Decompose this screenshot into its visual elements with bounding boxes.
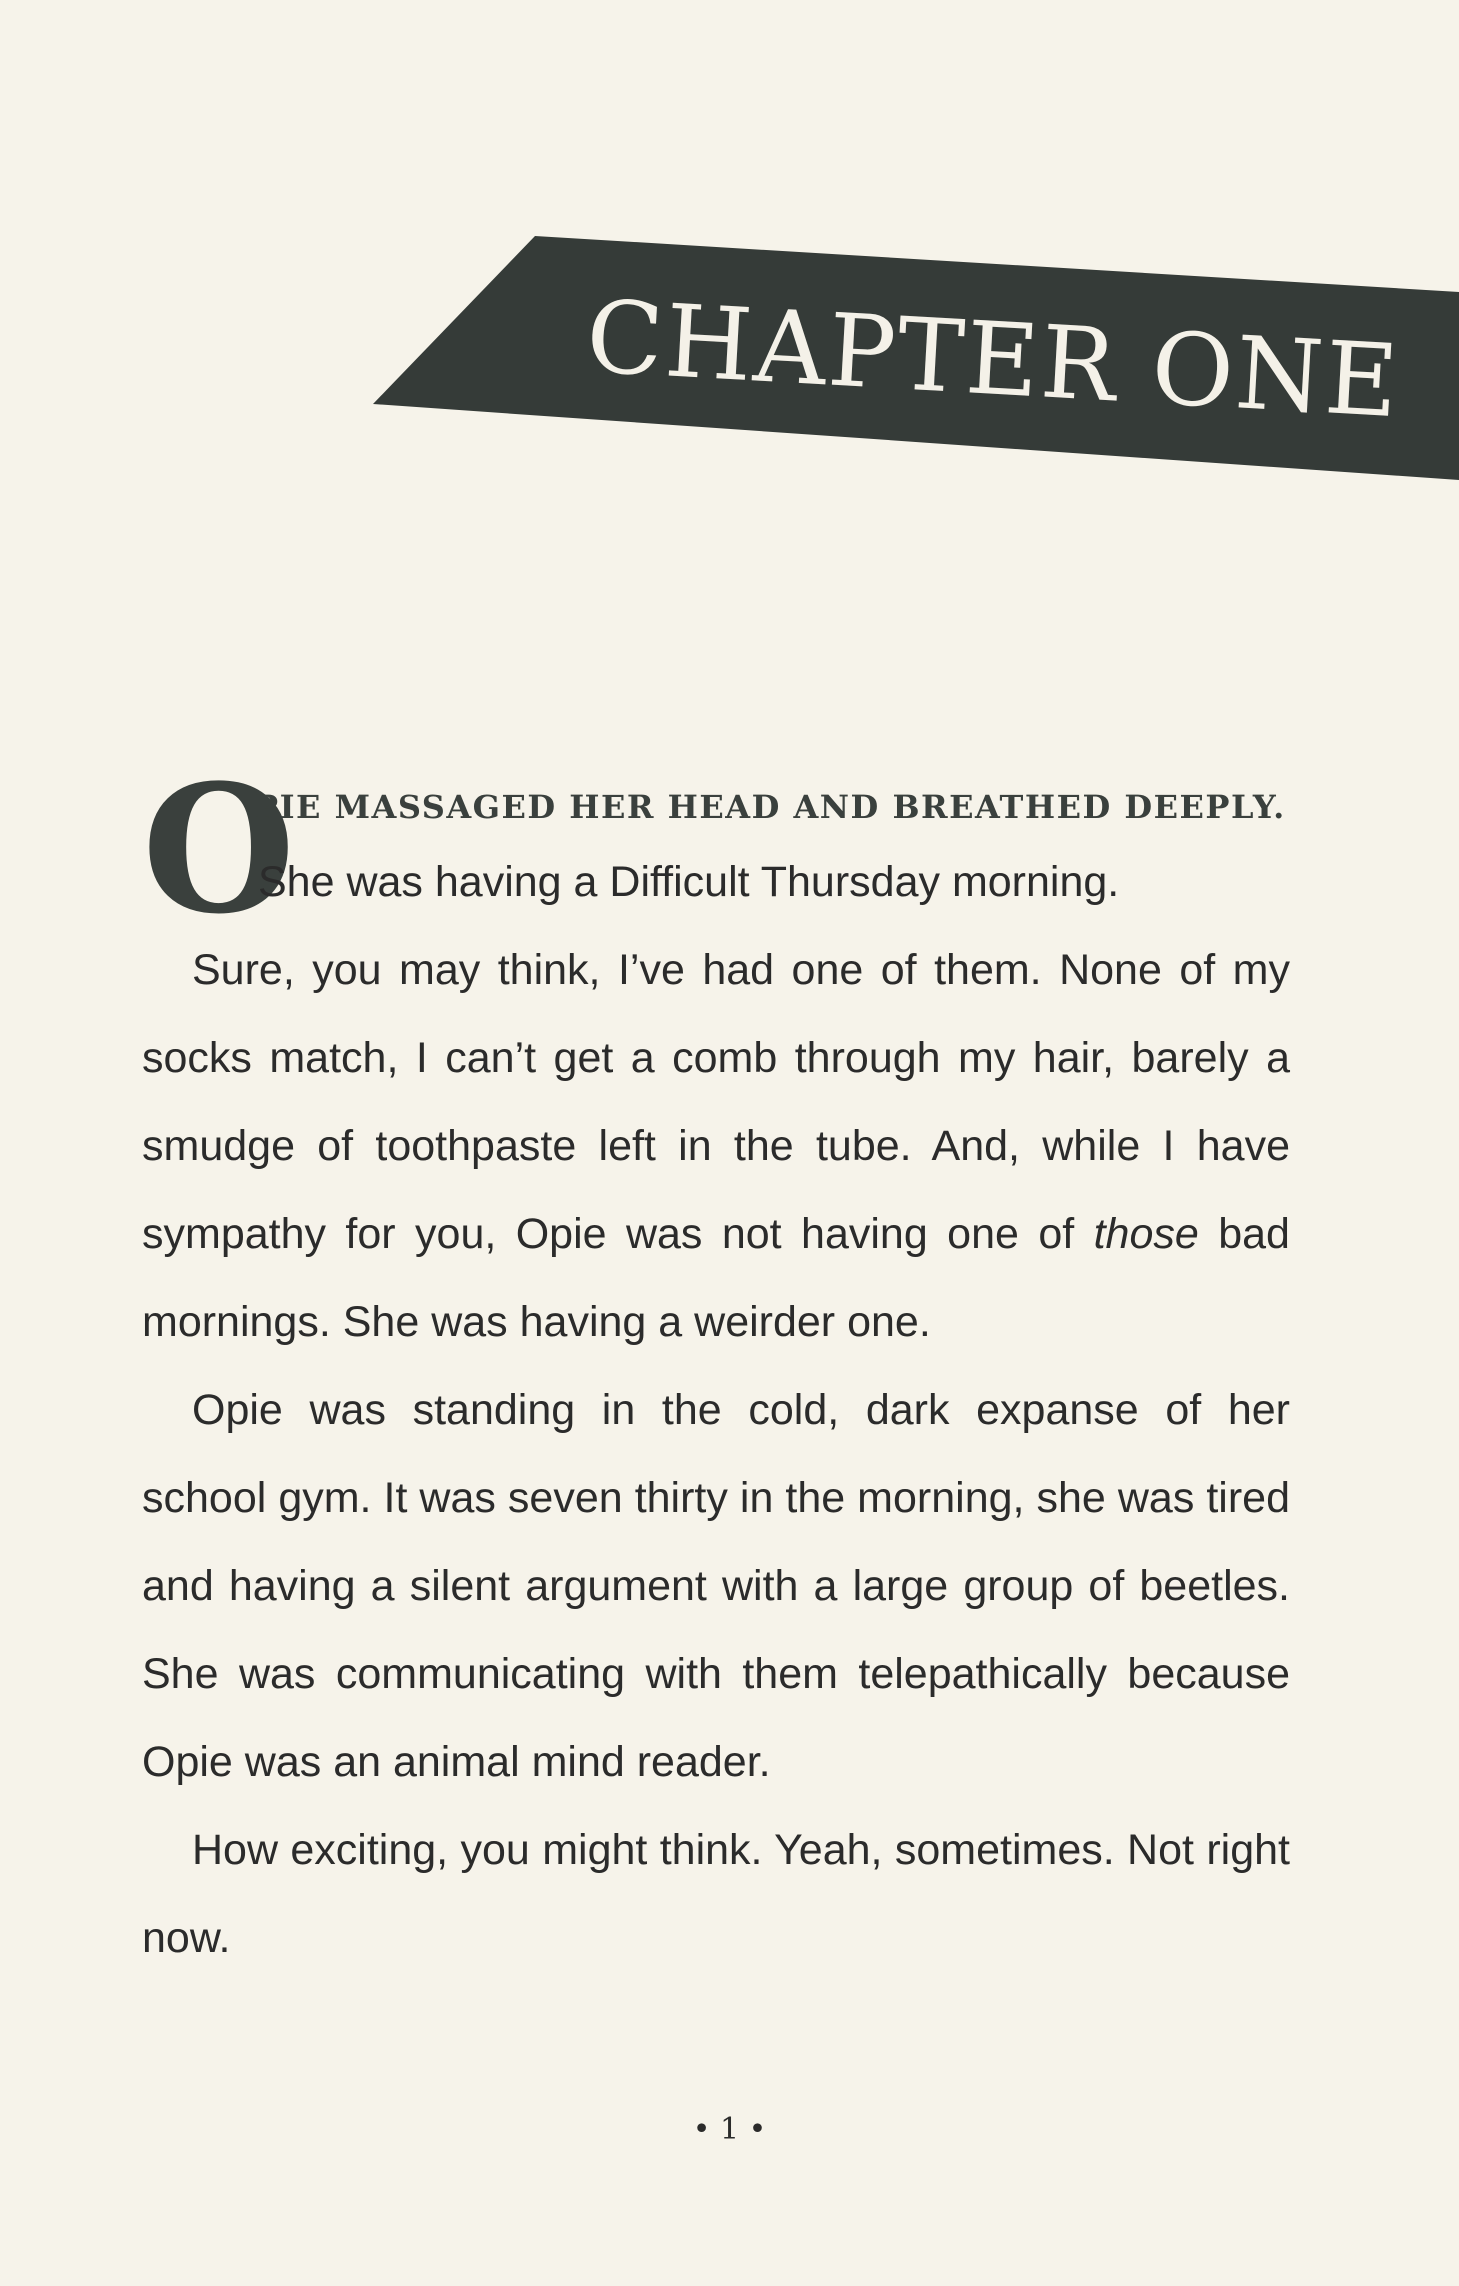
paragraph-2: Opie was standing in the cold, dark expanse of her school gym. It was seven thirty in the morning, she was tired and having a silent argument with a large group of beetles. She was communicating with them telepathically because Opie was an animal mind reader. (142, 1386, 1290, 1786)
chapter-title: CHAPTER ONE (583, 278, 1404, 441)
paragraph-3: How exciting, you might think. Yeah, sometimes. Not right now. (142, 1826, 1290, 1962)
chapter-banner (0, 0, 1459, 520)
paragraph-1-emphasis: those (1093, 1210, 1199, 1258)
opening-sentence: She was having a Difficult Thursday morning. (258, 858, 1120, 906)
page-number: • 1 • (692, 2112, 767, 2147)
paragraph-1-start: Sure, you may think, I’ve had one of them. None of my socks match, I can’t get a comb through my hair, barely a smudge of toothpaste left in the tube. And, while I have sympathy for you, Opie was not having one of (142, 946, 1290, 1258)
chapter-body (142, 746, 1290, 1982)
lead-in-small-caps: PIE MASSAGED HER HEAD AND BREATHED DEEPLY. (254, 788, 1286, 826)
drop-cap: O (142, 746, 296, 953)
paragraph-1 (142, 926, 1290, 1366)
opening-line (142, 746, 1290, 953)
paragraph-1-end: bad mornings. She was having a weirder one. (142, 1210, 1290, 1346)
